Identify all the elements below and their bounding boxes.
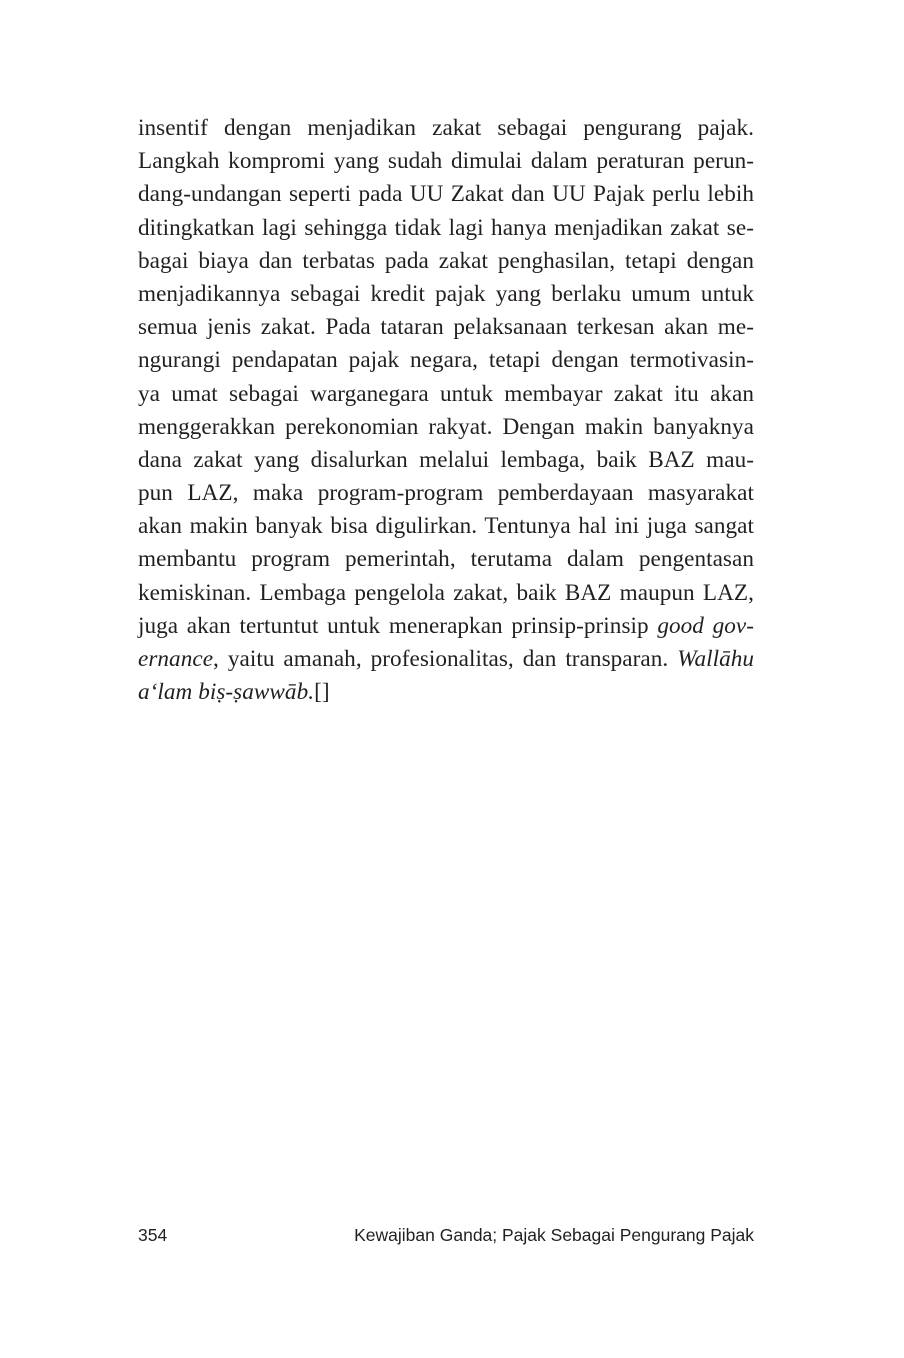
text-segment: , yaitu amanah, profesionalitas, dan transparan. (213, 646, 678, 672)
text-segment: kemiskinan. Lembaga pengelola zakat, baik BAZ maupun LAZ, (138, 579, 754, 606)
end-mark: [] (314, 679, 330, 706)
text-line (138, 145, 754, 178)
italic-term-wallahu: Wallāhu (677, 646, 754, 672)
text-line (138, 411, 754, 444)
text-line (138, 344, 754, 377)
page-footer (138, 1220, 754, 1250)
text-segment: Langkah kompromi yang sudah dimulai dalam peraturan perun- (138, 148, 754, 175)
text-segment: membantu program pemerintah, terutama dalam pengentasan (138, 546, 754, 573)
text-segment: dang-undangan seperti pada UU Zakat dan UU Pajak perlu lebih (138, 181, 754, 208)
text-line (138, 577, 754, 610)
text-line (138, 477, 754, 510)
text-line-last (138, 676, 754, 709)
text-segment: insentif dengan menjadikan zakat sebagai pengurang pajak. (138, 115, 754, 141)
italic-term-governance-end: ernance (138, 646, 214, 672)
body-paragraph (138, 112, 754, 709)
running-title: Kewajiban Ganda; Pajak Sebagai Pengurang Pajak (354, 1225, 754, 1245)
text-segment: bagai biaya dan terbatas pada zakat penghasilan, tetapi dengan (138, 247, 754, 274)
italic-term-good-governance: good gov- (657, 612, 754, 639)
text-segment: menjadikannya sebagai kredit pajak yang berlaku umum untuk (138, 280, 754, 307)
text-segment: akan makin banyak bisa digulirkan. Tentunya hal ini juga sangat (138, 513, 754, 540)
text-line (138, 112, 754, 145)
text-line (138, 311, 754, 344)
text-line (138, 278, 754, 311)
text-line (138, 212, 754, 245)
text-line (138, 378, 754, 411)
text-line (138, 543, 754, 576)
text-segment: juga akan tertuntut untuk menerapkan prinsip-prinsip (138, 612, 658, 639)
text-line (138, 245, 754, 278)
text-line (138, 643, 754, 676)
text-segment: semua jenis zakat. Pada tataran pelaksanaan terkesan akan me- (138, 314, 754, 341)
text-segment: dana zakat yang disalurkan melalui lembaga, baik BAZ mau- (138, 446, 754, 473)
text-segment: ngurangi pendapatan pajak negara, tetapi dengan termotivasin- (138, 347, 754, 374)
text-line (138, 178, 754, 211)
text-segment: ditingkatkan lagi sehingga tidak lagi hanya menjadikan zakat se- (138, 214, 754, 241)
text-line (138, 444, 754, 477)
italic-term-alam-bis-sawwab: a‘lam biṣ-ṣawwāb. (138, 679, 315, 706)
text-segment: menggerakkan perekonomian rakyat. Dengan makin banyaknya (138, 413, 754, 440)
text-line (138, 510, 754, 543)
text-segment: pun LAZ, maka program-program pemberdayaan masyarakat (138, 480, 754, 507)
text-line (138, 610, 754, 643)
text-segment: ya umat sebagai warganegara untuk membayar zakat itu akan (138, 380, 754, 407)
page-number: 354 (138, 1225, 168, 1245)
